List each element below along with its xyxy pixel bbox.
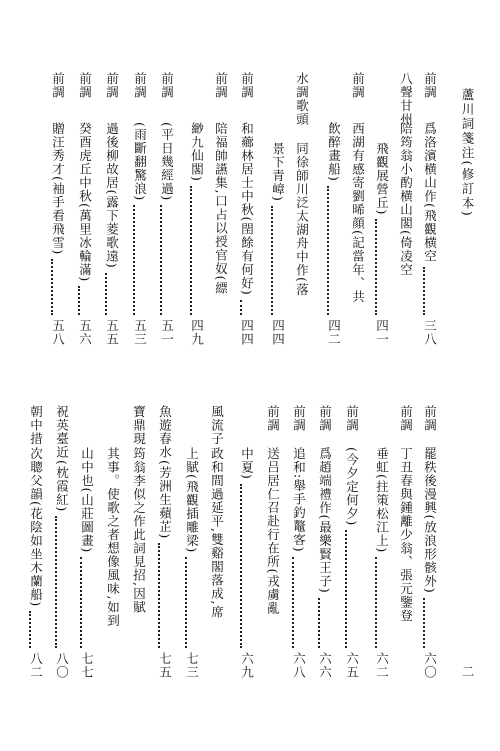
entry-tag: 祝英臺近 [54,405,70,459]
entry-title: 上賦(飛觀插雕梁) [184,447,200,554]
entry-page: 四四 [270,319,286,346]
entry-title: 緲九仙閣) [189,122,205,182]
entry-page: 五五 [104,319,120,346]
leader-dots [160,205,162,315]
entry-page: 五六 [77,319,93,346]
entry-tag: 前調 [239,72,255,99]
leader-dots [55,516,57,648]
leader-dots [185,557,187,648]
leader-dots [318,598,320,648]
entry-page: 四九 [189,319,205,346]
leader-dots [375,219,377,315]
entry-page: 四一 [374,319,390,346]
entry-tag: 八聲甘州 [398,72,414,126]
entry-tag: 前調 [50,72,66,99]
entry-page: 六八 [291,652,307,679]
entry-title: 同徐師川泛太湖舟中作(落 [294,142,310,297]
entry-title: 飛觀展營丘) [374,142,390,216]
entry-title: 追和:舉手釣鼇客) [291,447,307,553]
leader-dots [29,611,31,648]
entry-title: 飲醉畫船) [326,122,342,182]
entry-tag: 前調 [159,72,175,99]
leader-dots [240,300,242,315]
entry-title: 過後柳故居(露下菱歌遠) [104,122,120,269]
entry-page: 六九 [239,652,255,679]
entry-tag: 前調 [317,405,333,432]
entry-tag: 水調歌頭 [294,72,310,126]
entry-page: 七五 [157,652,173,679]
leader-dots [105,273,107,315]
leader-dots [240,484,242,648]
entry-tag: 前調 [291,405,307,432]
entry-page: 八二 [28,652,44,679]
entry-tag: 前調 [77,72,93,99]
entry-page: 七三 [184,652,200,679]
entry-tag: 前調 [344,405,360,432]
leader-dots [80,557,82,648]
entry-title: (枕霞紅) [54,460,70,513]
entry-tag: 寶鼎現 [131,405,147,446]
page-number: 二 [460,665,475,678]
entry-title: 陪福帥讌集,口占以授官奴(縹 [213,122,229,295]
entry-page: 五一 [159,319,175,346]
entry-title: 爲洛濱横山作(飛觀横空 [422,122,438,263]
entry-title: 送吕居仁召赴行在所(戎虜亂 [265,447,281,615]
entry-title: 次聰父韻(花陰如坐木蘭船) [28,447,44,608]
entry-title: 筠翁李似之作此詞見招,因賦 [131,447,147,614]
entry-title: 陪筠翁小酌横山閣(倚凌空 [398,122,414,277]
entry-title: 癸酉虎丘中秋(萬里冰輪滿) [77,122,93,283]
entry-title: 爲趙端禮作(最樂賢王子) [317,447,333,594]
entry-tag: 前調 [265,405,281,432]
entry-tag: 前調 [422,72,438,99]
entry-page: 七七 [79,652,95,679]
entry-title: (今夕定何夕) [344,447,360,527]
entry-tag: 風流子 [209,405,225,446]
entry-title: (雨斷翻驚浪) [132,122,148,202]
entry-page: 六六 [317,652,333,679]
entry-tag: 前調 [398,405,414,432]
entry-title: 垂虹(拄策松江上) [374,447,390,554]
entry-page: 四四 [239,319,255,346]
leader-dots [345,530,347,648]
entry-title: 西湖有感寄劉晞顔(記當年、共 [350,122,366,304]
leader-dots [327,186,329,315]
entry-page: 六五 [344,652,360,679]
entry-title: 丁丑春與鍾離少翁、張元鑒登 [398,447,414,623]
entry-title: 贈汪秀才(袖手看飛雪) [50,122,66,256]
entry-tag: 魚遊春水 [157,405,173,459]
entry-title: 政和間過延平,雙谿閣落成,席 [209,447,225,619]
entry-title: 景下青嶂) [270,142,286,202]
leader-dots [78,286,80,315]
leader-dots [423,598,425,648]
entry-page: 四二 [326,319,342,346]
entry-title: 罷秩後漫興(放浪形骸外) [422,447,438,594]
entry-title: (平日幾經過) [159,122,175,202]
entry-tag: 前調 [132,72,148,99]
entry-title: 和薌林居士中秋(閏餘有何好) [239,122,255,296]
book-title: 蘆川詞箋注(修訂本) [460,88,475,218]
leader-dots [375,557,377,648]
entry-title: 山中也(山莊圖畫) [79,447,95,554]
entry-page: 五三 [132,319,148,346]
leader-dots [271,206,273,315]
leader-dots [292,557,294,648]
entry-page: 五八 [50,319,66,346]
leader-dots [423,267,425,315]
entry-tag: 前調 [213,72,229,99]
entry-tag: 朝中措 [28,405,44,446]
entry-page: 六二 [374,652,390,679]
entry-page: 三八 [422,319,438,346]
entry-title: 中夏) [239,447,255,480]
leader-dots [133,205,135,315]
entry-title: (芳洲生蘋芷) [157,460,173,540]
entry-tag: 前調 [350,72,366,99]
leader-dots [190,186,192,315]
entry-page: 六〇 [422,652,438,679]
entry-title: 其事。使歌之者想像風味,如到 [105,447,121,628]
entry-tag: 前調 [422,405,438,432]
leader-dots [158,543,160,648]
entry-tag: 前調 [104,72,120,99]
entry-page: 八〇 [54,652,70,679]
leader-dots [51,259,53,315]
